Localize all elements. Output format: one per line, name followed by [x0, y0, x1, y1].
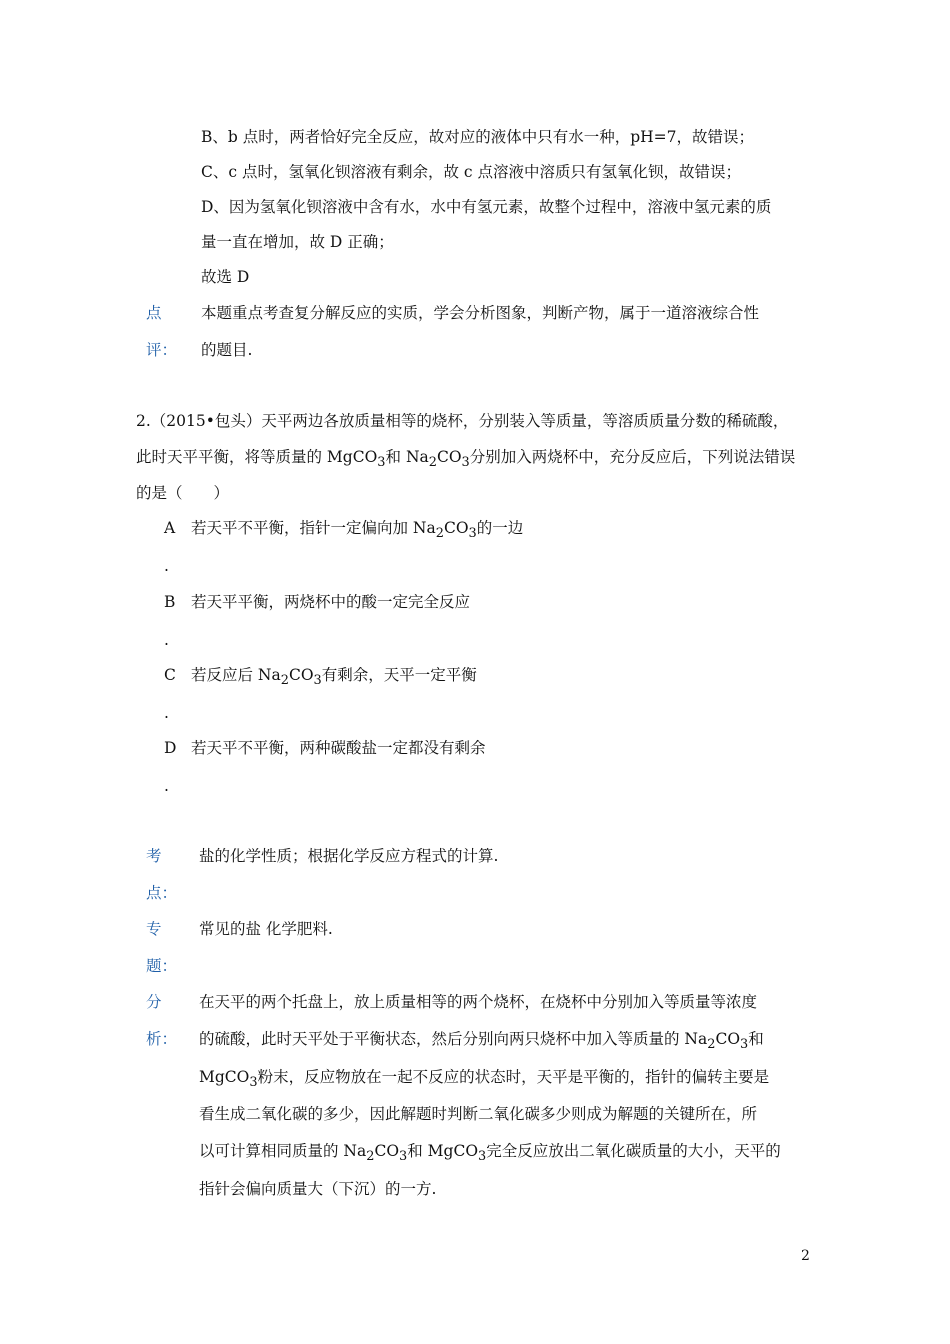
fenxi-line-3: MgCO$_3$粉末，反应物放在一起不反应的状态时，天平是平衡的，指针的偏转主要是 [199, 1068, 770, 1091]
option-c-letter: C [164, 666, 176, 684]
comment-label-2: 评： [146, 341, 178, 359]
answer-line-d: D、因为氢氧化钡溶液中含有水，水中有氢元素，故整个过程中，溶液中氢元素的质 [201, 198, 772, 216]
option-d-text: 若天平不平衡，两种碳酸盐一定都没有剩余 [191, 739, 486, 757]
fenxi-label-1: 分 [146, 993, 162, 1011]
zhuanti-label-2: 题： [146, 957, 178, 975]
question-number: 2. [136, 412, 151, 430]
option-b-text: 若天平平衡，两烧杯中的酸一定完全反应 [191, 593, 471, 611]
fenxi-line-5: 以可计算相同质量的 $Na_2CO_3$和 MgCO$_3$完全反应放出二氧化碳质量的大小，天平的 [199, 1142, 781, 1165]
option-b-letter: B [164, 593, 176, 611]
fenxi-label-2: 析： [146, 1030, 178, 1048]
fenxi-line-2: 的硫酸，此时天平处于平衡状态，然后分别向两只烧杯中加入等质量的 $Na_2CO_3$和 [199, 1030, 764, 1053]
zhuanti-text: 常见的盐 化学肥料. [199, 920, 333, 938]
kaodian-text: 盐的化学性质；根据化学反应方程式的计算. [199, 847, 499, 865]
answer-line-b: B、b 点时，两者恰好完全反应，故对应的液体中只有水一种，pH=7，故错误； [201, 128, 755, 146]
answer-line-d-cont: 量一直在增加，故 D 正确； [201, 233, 394, 251]
option-a-dot: . [164, 557, 169, 575]
fenxi-line-6: 指针会偏向质量大（下沉）的一方. [199, 1180, 437, 1198]
question-line-2: 此时天平平衡，将等质量的 MgCO$_3$和 $Na_2CO_3$分别加入两烧杯中，充分反应后，下列说法错误 [136, 448, 796, 471]
option-d-letter: D [164, 739, 177, 757]
question-line-1 [136, 411, 788, 431]
option-b-dot: . [164, 631, 169, 649]
question-source: （2015•包头）天平两边各放质量相等的烧杯，分别装入等质量，等溶质质量分数的稀硫酸， [150, 412, 789, 430]
option-a-text: 若天平不平衡，指针一定偏向加 $Na_2CO_3$的一边 [191, 519, 524, 542]
kaodian-label-1: 考 [146, 847, 162, 865]
option-c-dot: . [164, 704, 169, 722]
answer-choice: 故选 D [201, 268, 250, 286]
comment-line-1: 本题重点考查复分解反应的实质，学会分析图象，判断产物，属于一道溶液综合性 [201, 304, 760, 322]
zhuanti-label-1: 专 [146, 920, 162, 938]
comment-label-1: 点 [146, 304, 162, 322]
question-line-3: 的是（ ） [136, 484, 230, 502]
option-c-text: 若反应后 $Na_2CO_3$有剩余，天平一定平衡 [191, 666, 477, 689]
option-a-letter: A [164, 519, 176, 537]
answer-line-c: C、c 点时，氢氧化钡溶液有剩余，故 c 点溶液中溶质只有氢氧化钡，故错误； [201, 163, 742, 181]
comment-line-2: 的题目. [201, 341, 253, 359]
page-number: 2 [801, 1248, 810, 1264]
kaodian-label-2: 点： [146, 884, 178, 902]
fenxi-line-4: 看生成二氧化碳的多少，因此解题时判断二氧化碳多少则成为解题的关键所在，所 [199, 1105, 758, 1123]
fenxi-line-1: 在天平的两个托盘上，放上质量相等的两个烧杯，在烧杯中分别加入等质量等浓度 [199, 993, 758, 1011]
option-d-dot: . [164, 777, 169, 795]
